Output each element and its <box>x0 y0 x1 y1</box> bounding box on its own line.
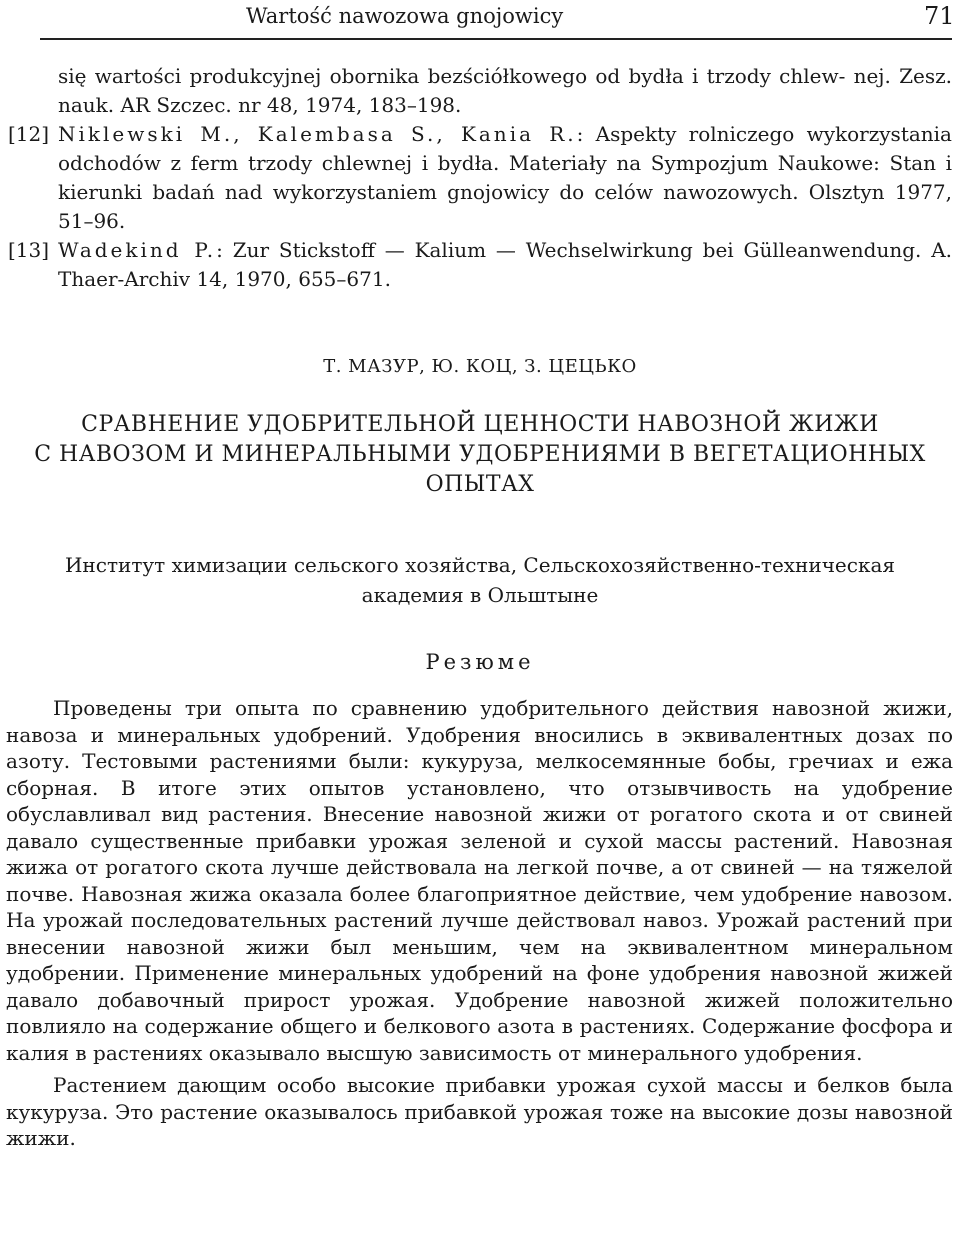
reference-authors: Niklewski M., Kalembasa S., Kania R. <box>58 122 577 146</box>
reference-authors: Wadekind P. <box>58 238 217 262</box>
title-line-1: СРАВНЕНИЕ УДОБРИТЕЛЬНОЙ ЦЕННОСТИ НАВОЗНОЙ ЖИЖИ <box>81 412 879 437</box>
resume-body <box>6 695 953 1152</box>
resume-paragraph-2: Растением дающим особо высокие прибавки урожая сухой массы и белков была кукуруза. Это растение оказывалось прибавкой урожая тоже на высокие дозы навозной жижи. <box>6 1073 953 1150</box>
reference-body <box>58 120 952 236</box>
reference-continuation-line-1: się wartości produkcyjnej obornika bezściółkowego od bydła i trzody chlew- <box>58 64 846 88</box>
institute-affiliation <box>0 550 960 610</box>
header-rule <box>40 38 952 40</box>
reference-list <box>8 62 952 294</box>
institute-line-2: академия в Ольштыне <box>361 583 599 607</box>
reference-continuation <box>8 62 952 120</box>
reference-body <box>58 236 952 294</box>
title-line-3: ОПЫТАХ <box>425 472 535 497</box>
running-header <box>0 0 960 40</box>
institute-line-1: Институт химизации сельского хозяйства, Сельскохозяйственно-техническая <box>64 553 896 577</box>
running-title: Wartość nawozowa gnojowicy <box>246 4 564 28</box>
reference-number: [13] <box>8 238 50 262</box>
reference-text: : Zur Stickstoff — Kalium — Wechselwirkung bei Gülleanwendung. A. Thaer-Archiv 14, 1970, 655–671. <box>58 238 952 291</box>
reference-continuation-line-2: nej. Zesz. nauk. AR Szczec. nr 48, 1974, 183–198. <box>58 64 953 117</box>
reference-number: [12] <box>8 122 50 146</box>
resume-heading: Резюме <box>425 650 535 674</box>
reference-text: : Aspekty rolniczego wykorzystania odchodów z ferm trzody chlewnej i bydła. Materiały na Sympozjum Naukowe: Stan i kierunki badań nad wykorzystaniem gnojowicy do celów nawozowych. Olsztyn 1977, 51–96. <box>58 122 952 233</box>
reference-item-12 <box>8 120 952 236</box>
article-authors: Т. МАЗУР, Ю. КОЦ, З. ЦЕЦЬКО <box>323 356 637 377</box>
reference-item-13 <box>8 236 952 294</box>
page-number: 71 <box>924 2 955 30</box>
article-title <box>0 410 960 500</box>
resume-paragraph-1: Проведены три опыта по сравнению удобрительного действия навозной жижи, навоза и минеральных удобрений. Удобрения вносились в эквивалентных дозах по азоту. Тестовыми растениями были: кукуруза, мелкосемянные бобы, гречиах и ежа сборная. В итоге этих опытов установлено, что отзывчивость на удобрение обуславливал вид растения. Внесение навозной жижи от рогатого скота и от свиней давало существенные прибавки урожая зеленой и сухой массы растений. Навозная жижа от рогатого скота лучше действовала на легкой почве, а от свиней — на тяжелой почве. Навозная жижа оказала более благоприятное действие, чем удобрение навозом. На урожай последовательных растений лучше действовал навоз. Урожай растений при внесении навозной жижи был меньшим, чем на эквивалентном минеральном удобрении. Применение минеральных удобрений на фоне удобрения навозной жижей давало добавочный прирост урожая. Удобрение навозной жижей положительно повлияло на содержание общего и белкового азота в растениях. Содержание фосфора и калия в растениях оказывало высшую зависимость от минерального удобрения. <box>6 696 953 1065</box>
title-line-2: С НАВОЗОМ И МИНЕРАЛЬНЫМИ УДОБРЕНИЯМИ В ВЕГЕТАЦИОННЫХ <box>34 442 926 467</box>
